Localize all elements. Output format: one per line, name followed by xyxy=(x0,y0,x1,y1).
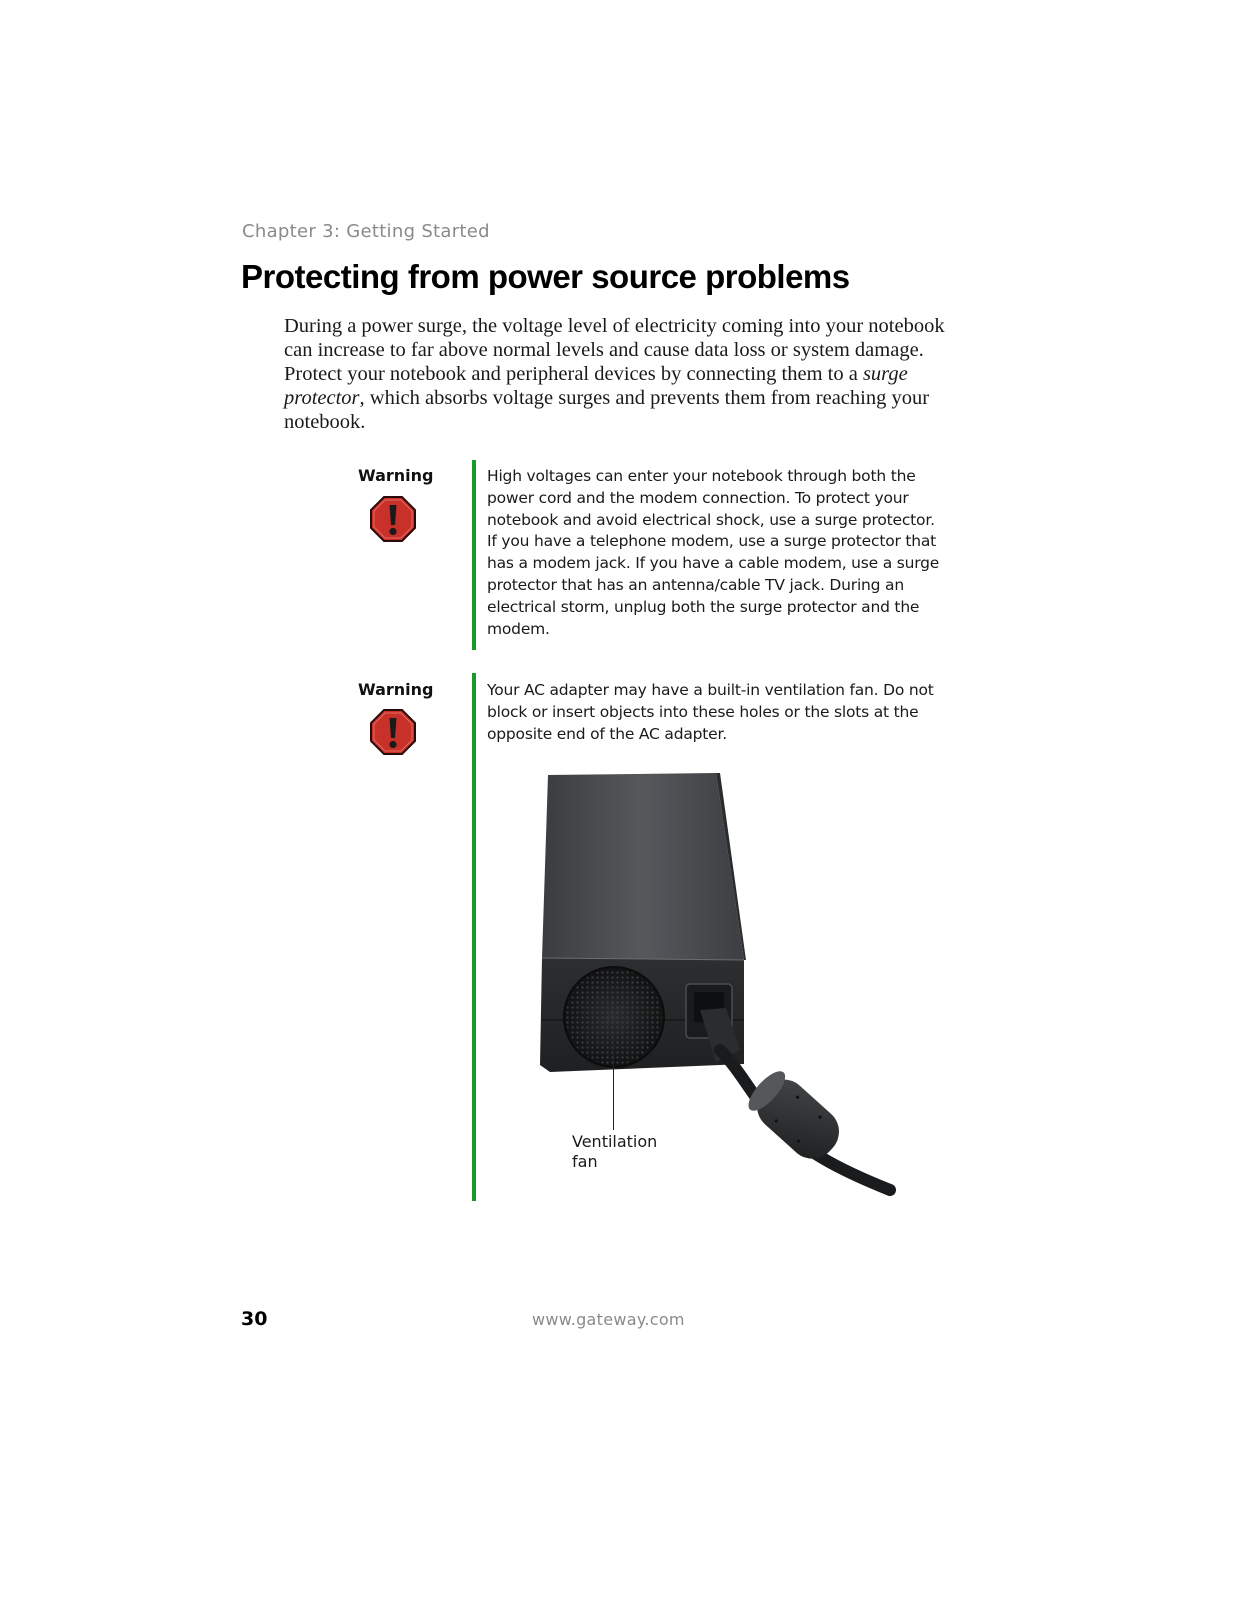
stop-warning-icon xyxy=(370,709,416,755)
callout-leader-line xyxy=(613,1035,614,1130)
page-number: 30 xyxy=(241,1308,268,1330)
intro-text-start: During a power surge, the voltage level of electricity coming into your notebook can increase to far above normal levels and cause data loss or system damage. Protect your notebook and peripheral devices by connecting them to a xyxy=(284,315,945,385)
callout-line2: fan xyxy=(572,1152,598,1171)
footer-url: www.gateway.com xyxy=(532,1310,685,1329)
warning-label-2: Warning xyxy=(358,680,434,699)
warning-text-1: High voltages can enter your notebook through both the power cord and the modem connection. To protect your notebook and avoid electrical shock, use a surge protector. If you have a telephone modem, use a surge protector that has a modem jack. If you have a cable modem, use a surge protector that has an antenna/cable TV jack. During an electrical storm, unplug both the surge protector and the modem. xyxy=(487,467,940,638)
stop-warning-icon xyxy=(370,496,416,542)
warning-bar-2 xyxy=(472,673,476,1201)
intro-text-end: , which absorbs voltage surges and prevents them from reaching your notebook. xyxy=(284,387,930,433)
callout-line1: Ventilation xyxy=(572,1132,658,1151)
warning-bar-1 xyxy=(472,460,476,650)
ventilation-fan-callout xyxy=(572,1132,692,1172)
chapter-header: Chapter 3: Getting Started xyxy=(242,221,490,242)
section-title: Protecting from power source problems xyxy=(241,258,850,295)
surge-protector-term: surge protector xyxy=(284,363,908,409)
intro-paragraph xyxy=(284,314,954,434)
warning-label-1: Warning xyxy=(358,466,434,485)
warning-text-2: Your AC adapter may have a built-in ventilation fan. Do not block or insert objects into these holes or the slots at the opposite end of the AC adapter. xyxy=(487,681,934,743)
